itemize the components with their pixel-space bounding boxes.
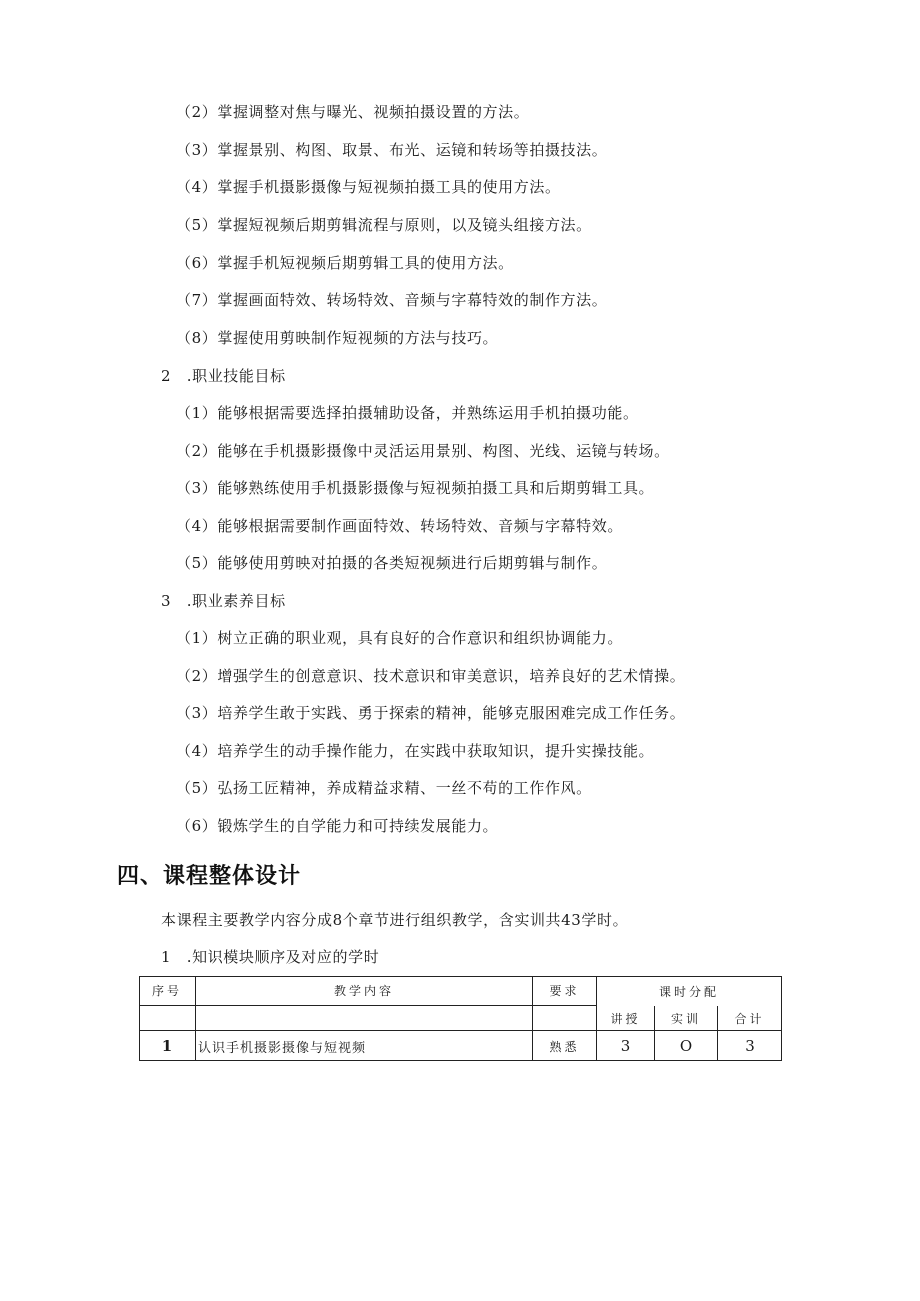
- skills-item-5: （5）能够使用剪映对拍摄的各类短视频进行后期剪辑与制作。: [176, 554, 608, 572]
- literacy-item-3: （3）培养学生敢于实践、勇于探索的精神，能够克服困难完成工作任务。: [176, 704, 686, 722]
- header-requirement: 要求: [533, 976, 597, 1006]
- knowledge-item-8: （8）掌握使用剪映制作短视频的方法与技巧。: [176, 329, 499, 347]
- header-hours: 课时分配: [597, 976, 782, 1006]
- row-1-lecture: 3: [597, 1031, 655, 1061]
- skills-item-3: （3）能够熟练使用手机摄影摄像与短视频拍摄工具和后期剪辑工具。: [176, 479, 655, 497]
- literacy-item-5: （5）弘扬工匠精神，养成精益求精、一丝不苟的工作作风。: [176, 779, 592, 797]
- row-1-content: 认识手机摄影摄像与短视频: [196, 1031, 533, 1061]
- table-caption: 1 .知识模块顺序及对应的学时: [161, 948, 380, 966]
- knowledge-item-7: （7）掌握画面特效、转场特效、音频与字幕特效的制作方法。: [176, 291, 608, 309]
- literacy-item-1: （1）树立正确的职业观，具有良好的合作意识和组织协调能力。: [176, 629, 623, 647]
- skills-item-1: （1）能够根据需要选择拍摄辅助设备，并熟练运用手机拍摄功能。: [176, 404, 639, 422]
- header-total: 合计: [718, 1006, 782, 1031]
- row-1-practice: O: [655, 1031, 718, 1061]
- row-1-index: 1: [139, 1031, 196, 1061]
- knowledge-item-2: （2）掌握调整对焦与曝光、视频拍摄设置的方法。: [176, 103, 530, 121]
- row-1-total: 3: [745, 1037, 755, 1055]
- knowledge-item-4: （4）掌握手机摄影摄像与短视频拍摄工具的使用方法。: [176, 178, 561, 196]
- skills-item-4: （4）能够根据需要制作画面特效、转场特效、音频与字幕特效。: [176, 517, 623, 535]
- knowledge-item-6: （6）掌握手机短视频后期剪辑工具的使用方法。: [176, 254, 514, 272]
- knowledge-item-3: （3）掌握景别、构图、取景、布光、运镜和转场等拍摄技法。: [176, 141, 608, 159]
- header-content-blank: [196, 1006, 533, 1031]
- section-heading: 四、课程整体设计: [117, 864, 302, 889]
- literacy-item-6: （6）锻炼学生的自学能力和可持续发展能力。: [176, 817, 499, 835]
- intro-text: 本课程主要教学内容分成8个章节进行组织教学，含实训共43学时。: [161, 911, 629, 929]
- header-lecture: 讲授: [597, 1006, 655, 1031]
- literacy-item-2: （2）增强学生的创意意识、技术意识和审美意识，培养良好的艺术情操。: [176, 667, 686, 685]
- knowledge-item-5: （5）掌握短视频后期剪辑流程与原则，以及镜头组接方法。: [176, 216, 592, 234]
- header-index: 序号: [139, 976, 196, 1006]
- header-index-blank: [139, 1006, 196, 1031]
- skills-item-2: （2）能够在手机摄影摄像中灵活运用景别、构图、光线、运镜与转场。: [176, 442, 670, 460]
- header-requirement-blank: [533, 1006, 597, 1031]
- literacy-heading: 3 .职业素养目标: [161, 592, 286, 610]
- header-content: 教学内容: [196, 976, 533, 1006]
- literacy-item-4: （4）培养学生的动手操作能力，在实践中获取知识，提升实操技能。: [176, 742, 655, 760]
- skills-heading: 2 .职业技能目标: [161, 367, 286, 385]
- row-1-requirement: 熟悉: [533, 1031, 597, 1061]
- header-practice: 实训: [655, 1006, 718, 1031]
- hours-table: [139, 976, 782, 1061]
